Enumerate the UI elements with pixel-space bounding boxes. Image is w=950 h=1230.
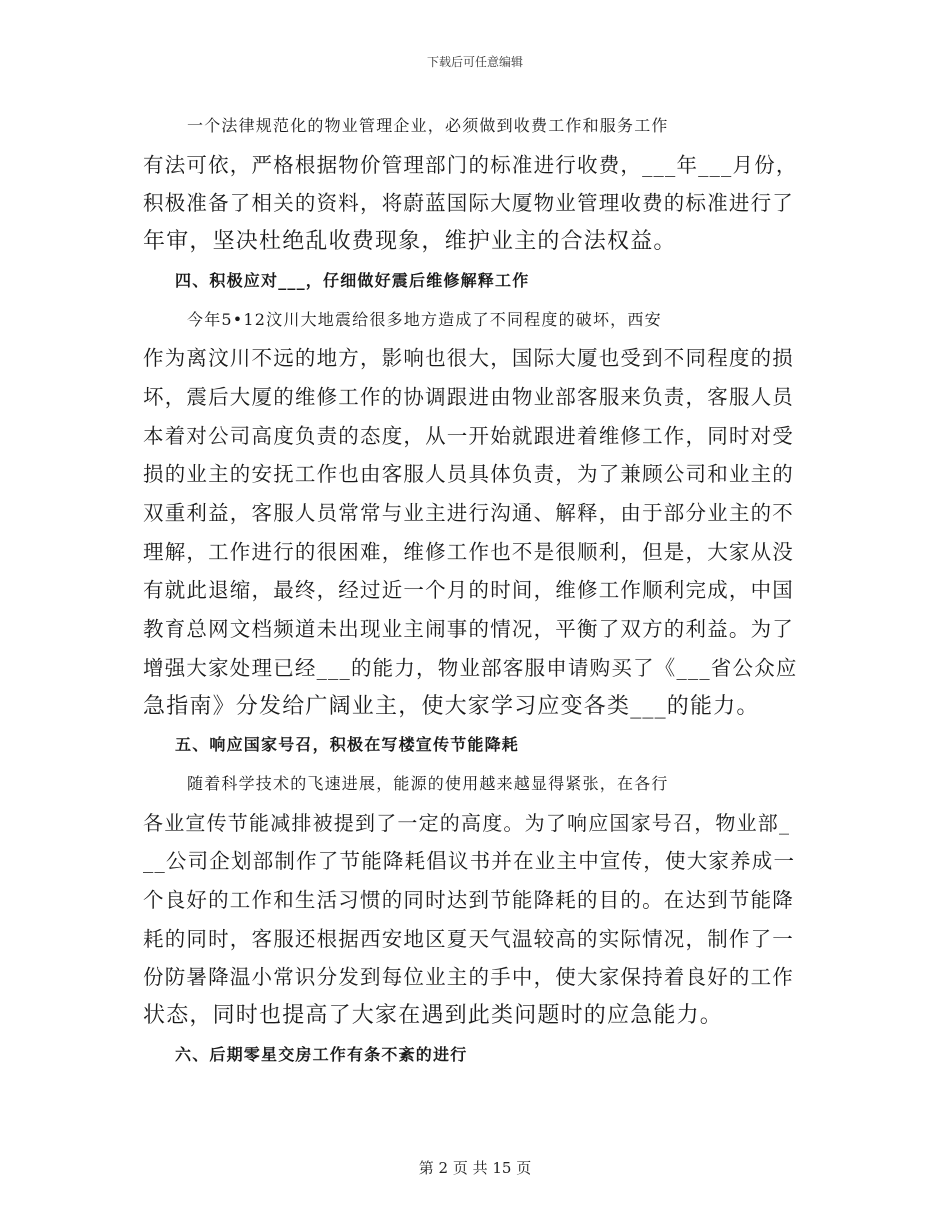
paragraph-energy-saving — [143, 765, 798, 1036]
paragraph-fee-standards — [143, 107, 798, 262]
page-header: 下载后可任意编辑 — [426, 55, 523, 69]
section-heading-6: 六、后期零星交房工作有条不紊的进行 — [175, 1044, 468, 1064]
text-line: 一个法律规范化的物业管理企业，必须做到收费工作和服务工作 — [187, 116, 669, 135]
text-line: 个良好的工作和生活习惯的同时达到节能降耗的目的。在达到节能降 — [143, 888, 794, 913]
text-line: 有就此退缩，最终，经过近一个月的时间，维修工作顺利完成，中国 — [143, 578, 794, 603]
text-line: 作为离汶川不远的地方，影响也很大，国际大厦也受到不同程度的损 — [143, 346, 794, 371]
text-line: 急指南》分发给广阔业主，使大家学习应变各类___的能力。 — [143, 693, 760, 719]
text-line: 状态，同时也提高了大家在遇到此类问题时的应急能力。 — [143, 1003, 724, 1029]
text-line: 本着对公司高度负责的态度，从一开始就跟进着维修工作，同时对受 — [143, 423, 794, 448]
text-line: 增强大家处理已经___的能力，物业部客服申请购买了《___省公众应 — [143, 655, 798, 680]
document-body — [143, 107, 798, 1075]
text-line: 份防暑降温小常识分发到每位业主的手中，使大家保持着良好的工作 — [143, 965, 794, 990]
section-heading-5: 五、响应国家号召，积极在写楼宣传节能降耗 — [175, 735, 520, 755]
text-line: 理解，工作进行的很困难，维修工作也不是很顺利，但是，大家从没 — [143, 539, 794, 564]
text-line: 有法可依，严格根据物价管理部门的标准进行收费，___年___月份， — [143, 152, 798, 177]
text-line: 积极准备了相关的资料，将蔚蓝国际大厦物业管理收费的标准进行了 — [143, 191, 794, 216]
text-line: 双重利益，客服人员常常与业主进行沟通、解释，由于部分业主的不 — [143, 501, 794, 526]
text-line: 各业宣传节能减排被提到了一定的高度。为了响应国家号召，物业部_ — [143, 810, 791, 835]
text-line: 损的业主的安抚工作也由客服人员具体负责，为了兼顾公司和业主的 — [143, 462, 794, 487]
text-line: __公司企划部制作了节能降耗倡议书并在业主中宣传，使大家养成一 — [143, 849, 796, 874]
text-line: 教育总网文档频道未出现业主闹事的情况，平衡了双方的利益。为了 — [143, 617, 794, 642]
paragraph-earthquake-repair — [143, 301, 798, 727]
text-line: 年审，坚决杜绝乱收费现象，维护业主的合法权益。 — [143, 229, 677, 255]
text-line: 今年5•12汶川大地震给很多地方造成了不同程度的破坏，西安 — [187, 309, 662, 329]
section-heading-4: 四、积极应对___，仔细做好震后维修解释工作 — [175, 270, 530, 290]
text-line: 耗的同时，客服还根据西安地区夏天气温较高的实际情况，制作了一 — [143, 926, 794, 951]
text-line: 坏，震后大厦的维修工作的协调跟进由物业部客服来负责，客服人员 — [143, 384, 794, 409]
page-footer: 第 2 页 共 15 页 — [418, 1159, 532, 1177]
text-line: 随着科学技术的飞速进展，能源的使用越来越显得紧张，在各行 — [187, 773, 669, 793]
